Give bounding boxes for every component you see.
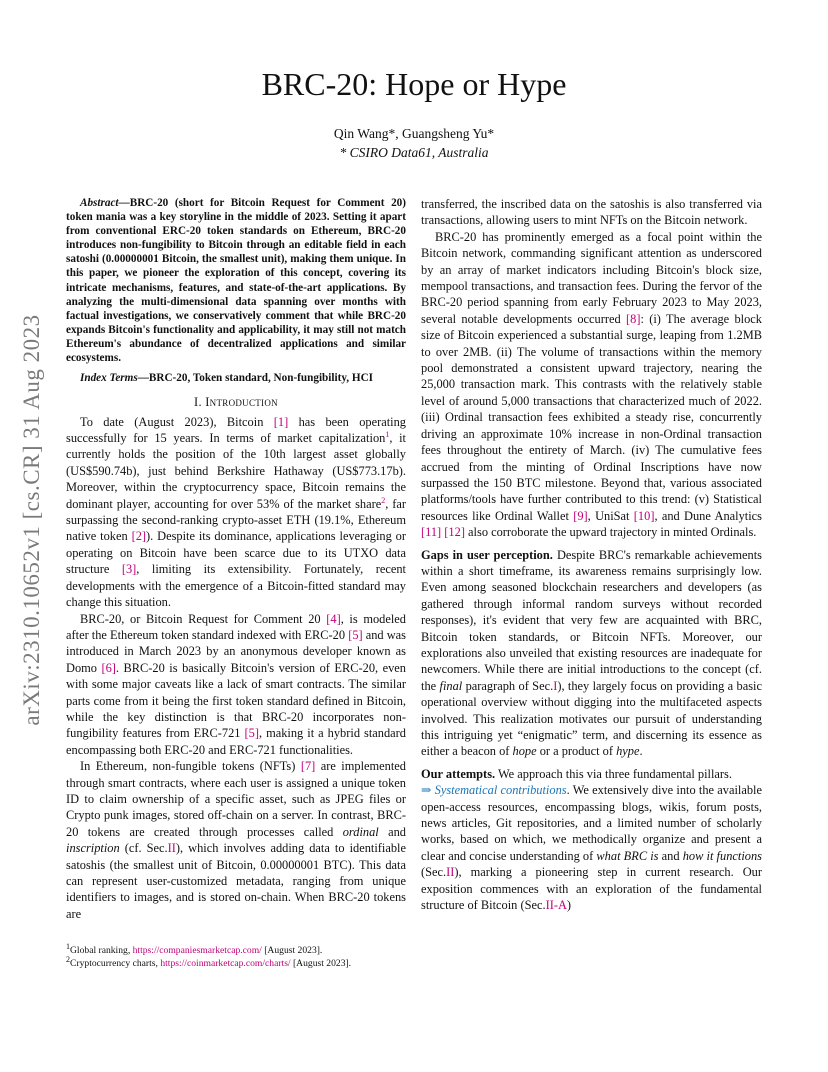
paragraph-gaps: Gaps in user perception. Despite BRC's remarkable achievements within a short timeframe, its awareness remains surprisingly low. Even among seasoned blockchain researchers and developers (as gathered through informal random surveys without recorded responses), it's evident that very few are acquainted with BRC, Bitcoin token standards, or Bitcoin NFTs. Moreover, our explorations also unveiled that existing resources are inadequate for newcomers. While there are initial introductions to the concept (cf. the final paragraph of Sec.I), they largely focus on providing a basic operational overview without digging into the multifaceted aspects involved. This realization motivates our pursuit of understanding this intriguing yet “enigmatic” term, and discerning its essence as either a beacon of hope or a product of hype. [421, 547, 762, 759]
footnote-url-link[interactable]: https://coinmarketcap.com/charts/ [160, 957, 291, 969]
paragraph-systematical: ⇒ Systematical contributions. We extensively dive into the available open-access resources, encompassing blogs, wikis, forum posts, news articles, Git repositories, and a limited number of scholarly works, based on which, we methodically organize and present a clear and concise understanding of what BRC is and how it functions (Sec.II), marking a pioneering step in current research. Our exposition commences with an exploration of the fundamental structure of Bitcoin (Sec.II-A) [421, 783, 762, 913]
footnote-url-link[interactable]: https://companiesmarketcap.com/ [132, 945, 262, 956]
footnote: $^1$Global ranking, https://companiesmarketcap.com/ [August 2023]. [66, 941, 323, 956]
paragraph: BRC-20, or Bitcoin Request for Comment 20 [4], is modeled after the Ethereum token standard indexed with ERC-20 [5] and was introduced in March 2023 by an anonymous developer known as Domo [6]. BRC-20 is basically Bitcoin's version of ERC-20, even with some major caveats like a lack of smart contracts. The similar parts come from it being the first token standard defined in Bitcoin, while the key distinction is that BRC-20 incorporates non-fungibility features from ERC-721 [5], making it a hybrid standard encompassing both ERC-20 and ERC-721 functionalities. [66, 611, 407, 757]
section-link[interactable]: I [553, 678, 558, 693]
citation-link[interactable]: [7] [300, 759, 316, 774]
footnotes [66, 941, 406, 971]
citation-link[interactable]: [2] [131, 529, 147, 544]
left-column [66, 196, 406, 922]
citation-link[interactable]: [12] [444, 525, 465, 540]
right-column [421, 196, 762, 913]
abstract-text: —BRC-20 (short for Bitcoin Request for Comment 20) token mania was a key storyline in the middle of 2023. Setting it apart from conventional ERC-20 token standards on Ethereum, BRC-20 introduces non-fungibility to Bitcoin through an editable field in each satoshi (0.00000001 Bitcoin, the smallest unit), making them unique. In this paper, we pioneer the exploration of this concept, covering its intricate mechanisms, features, and state-of-the-art applications. By analyzing the multi-dimensional data spanning over months with factual investigations, we conservatively comment that while BRC-20 expands Bitcoin's functionality and applicability, it may still not match Ethereum's abundance of decentralized applications and similar ecosystems. [66, 197, 406, 365]
citation-link[interactable]: [5] [348, 627, 363, 642]
index-terms-label: Index Terms [80, 372, 138, 385]
authors: Qin Wang*, Guangsheng Yu* [333, 126, 495, 141]
abstract [66, 196, 406, 365]
citation-link[interactable]: [5] [244, 726, 259, 741]
footnote-marker[interactable]: 1 [385, 429, 390, 439]
citation-link[interactable]: [10] [633, 508, 655, 523]
footnote: $^2$Cryptocurrency charts, https://coinmarketcap.com/charts/ [August 2023]. [66, 954, 352, 969]
paper-title: BRC-20: Hope or Hype [261, 66, 567, 102]
citation-link[interactable]: [8] [626, 311, 641, 326]
citation-link[interactable]: [1] [273, 414, 289, 429]
paragraph-heading: Our attempts. [421, 766, 496, 781]
citation-link[interactable]: [4] [326, 611, 341, 626]
arxiv-side-label: arXiv:2310.10652v1 [cs.CR] 31 Aug 2023 [19, 314, 44, 726]
paragraph: In Ethereum, non-fungible tokens (NFTs) [7] are implemented through smart contracts, where each user is assigned a unique token ID to claim ownership of a specific asset, such as JPEG files or Crypto punk images, stored off-chain on a server. In contrast, BRC-20 tokens are created through processes called ordinal and inscription (cf. Sec.II), which involves adding data to identifiable satoshis (the smallest unit of Bitcoin, 0.00000001 BTC). This data can represent user-customized metadata, ranging from unique identifiers to images, and is stored on-chain. When BRC-20 tokens are [66, 759, 406, 921]
section-link[interactable]: II [167, 841, 176, 856]
index-terms-text: —BRC-20, Token standard, Non-fungibility, HCI [137, 372, 374, 385]
citation-link[interactable]: [6] [101, 660, 116, 675]
citation-link[interactable]: [9] [573, 508, 588, 523]
section-link[interactable]: II-A [545, 898, 567, 913]
paragraph: BRC-20 has prominently emerged as a focal point within the Bitcoin network, commanding significant attention as underscored by an array of market indicators including Bitcoin's block size, mempool transactions, and transaction fees. During the fervor of the BRC-20 period spanning from early February 2023 to May 2023, several notable developments occurred [8]: (i) The average block size of Bitcoin experienced a substantial surge, leaping from 1.2MB to over 2MB. (ii) The volume of transactions within the memory pool demonstrated a consistent upward trajectory, nearing the 25,000 transaction mark. This contrasts with the relatively stable level of around 5,000 transactions that characterized much of 2022. (iii) Ordinal transaction fees exhibited a steady rise, concurrently driving an approximate 10% increase in non-Ordinal transaction fees throughout the entirety of March. (iv) The cumulative fees accrued from the minting of Ordinal Inscriptions have now surpassed the 150 BTC milestone. Beyond that, various associated platforms/tools have further contributed to this trend: (v) Statistical resources like Ordinal Wallet [9], UniSat [10], and Dune Analytics [11] [12] also corroborate the upward trajectory in minted Ordinals. [421, 229, 762, 540]
citation-link[interactable]: [11] [421, 525, 442, 540]
paragraph-attempts: Our attempts. We approach this via three fundamental pillars. [421, 766, 732, 781]
section-link[interactable]: II [446, 865, 455, 880]
index-terms [66, 371, 406, 385]
footnote-marker[interactable]: 2 [381, 495, 386, 505]
paragraph: To date (August 2023), Bitcoin [1] has been operating successfully for 15 years. In terms of market capitalization$^1$, it currently holds the position of the 10th largest asset globally (US$590.74b), just behind Berkshire Hathaway (US$773.17b). Moreover, within the cryptocurrency space, Bitcoin remains the dominant player, accounting for over 53% of the market share$^2$, far surpassing the second-ranking crypto-asset ETH (19.1%, Ethereum native token [2]). Despite its dominance, applications leveraging or operating on Bitcoin have been scarce due to its UTXO data structure [3], limiting its extensibility. Fortunately, recent developments with the emergence of a Bitcoin-fitted standard may change this situation. [66, 414, 407, 610]
pillar-heading: Systematical contributions [434, 783, 567, 798]
paragraph: transferred, the inscribed data on the satoshis is also transferred via transactions, allowing users to mint NFTs on the Bitcoin network. [421, 197, 762, 228]
arrow-icon: ⇒ [421, 783, 432, 798]
section-heading-introduction: I. Introduction [194, 395, 278, 410]
citation-link[interactable]: [3] [121, 562, 137, 577]
affiliation: * CSIRO Data61, Australia [339, 145, 489, 160]
abstract-label: Abstract [80, 197, 119, 209]
paragraph-heading: Gaps in user perception. [421, 547, 553, 562]
